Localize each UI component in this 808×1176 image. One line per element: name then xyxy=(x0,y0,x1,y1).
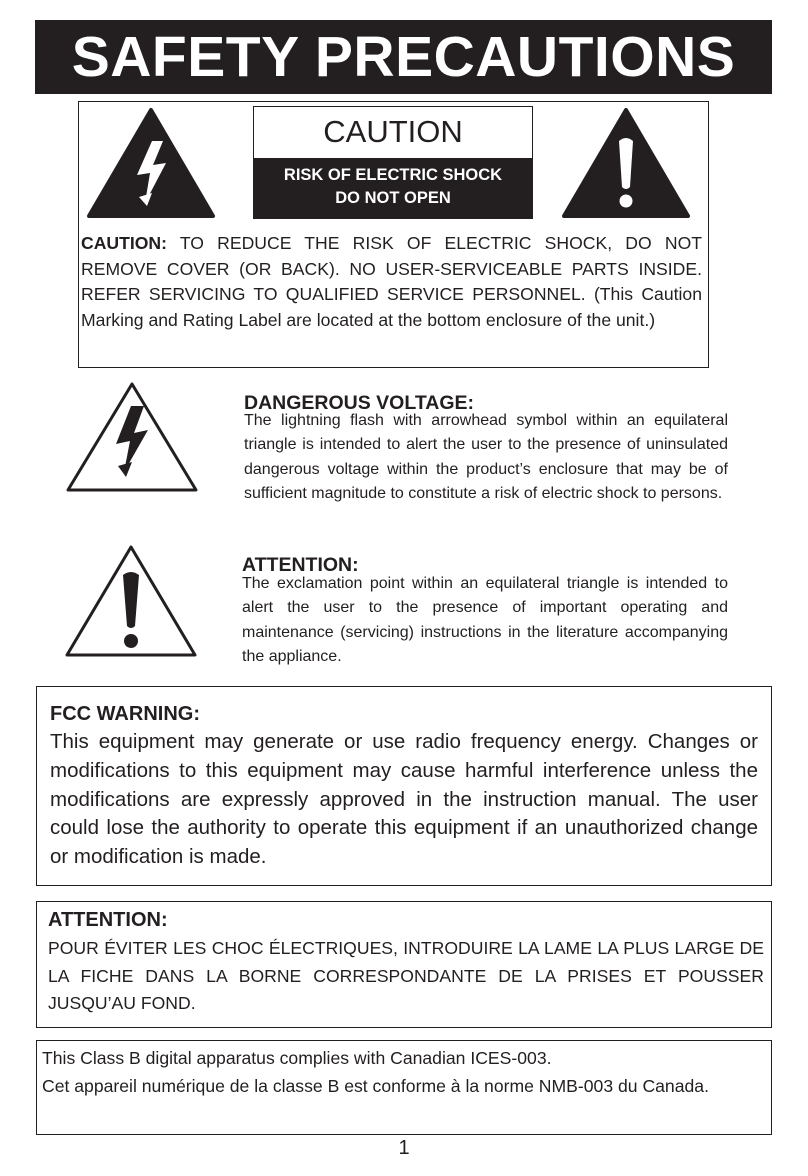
fcc-body: This equipment may generate or use radio frequency energy. Changes or modifications to this equipment may cause harmful interference unless the modifications are expressly approved in the instruction manual. The user could lose the authority to operate this equipment if an unauthorized change or modification is made. xyxy=(50,730,758,869)
page-number: 1 xyxy=(398,1137,410,1159)
caution-label-line1: RISK OF ELECTRIC SHOCK xyxy=(283,166,503,184)
fcc-heading: FCC WARNING: xyxy=(50,703,200,725)
title-banner xyxy=(35,20,772,94)
lightning-outline-triangle-icon xyxy=(64,380,200,494)
caution-label xyxy=(253,106,533,219)
canada-compliance-text xyxy=(42,1044,767,1100)
caution-body: TO REDUCE THE RISK OF ELECTRIC SHOCK, DO NOT REMOVE COVER (OR BACK). NO USER-SERVICEABLE PARTS INSIDE. REFER SERVICING TO QUALIFIED SERVICE PERSONNEL. (This Caution Marking and Rating Label are located at the bottom enclosure of the unit.) xyxy=(81,233,702,330)
attention-heading: ATTENTION: xyxy=(242,554,359,576)
caution-label-title: CAUTION xyxy=(323,114,463,149)
canada-line-en: This Class B digital apparatus complies with Canadian ICES-003. xyxy=(42,1048,552,1068)
attention-fr-body: POUR ÉVITER LES CHOC ÉLECTRIQUES, INTRODUIRE LA LAME LA PLUS LARGE DE LA FICHE DANS LA BORNE CORRESPONDANTE DE LA PRISES ET POUSSER JUSQU’AU FOND. xyxy=(48,938,764,1013)
canada-line-fr: Cet appareil numérique de la classe B est conforme à la norme NMB-003 du Canada. xyxy=(42,1076,709,1096)
caution-label-warning xyxy=(254,158,532,218)
lightning-triangle-icon xyxy=(86,107,216,219)
caution-lead: CAUTION: xyxy=(81,233,168,253)
attention-body: The exclamation point within an equilateral triangle is intended to alert the user to the presence of important operating and maintenance (servicing) instructions in the literature accompanying the appliance. xyxy=(242,575,728,665)
attention-fr-heading: ATTENTION: xyxy=(48,909,168,931)
exclamation-triangle-icon xyxy=(561,107,691,219)
exclamation-outline-triangle-icon xyxy=(63,543,199,659)
dangerous-voltage-heading: DANGEROUS VOLTAGE: xyxy=(244,392,475,414)
caution-label-line2: DO NOT OPEN xyxy=(335,189,451,207)
caution-paragraph xyxy=(81,231,702,333)
dangerous-voltage-body: The lightning flash with arrowhead symbol within an equilateral triangle is intended to alert the user to the presence of uninsulated dangerous voltage within the product’s enclosure that may be of sufficient magnitude to constitute a risk of electric shock to persons. xyxy=(244,412,728,502)
page-title: SAFETY PRECAUTIONS xyxy=(71,25,736,89)
